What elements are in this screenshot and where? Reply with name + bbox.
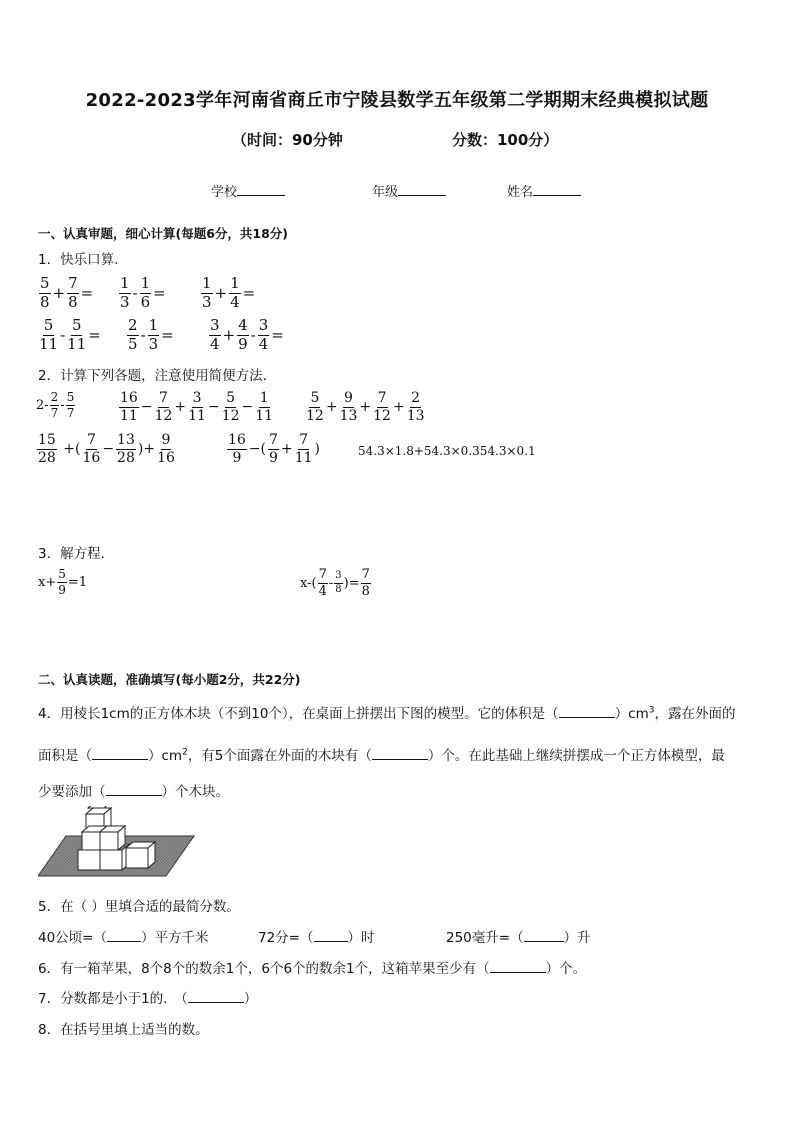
fraction: $\frac{7}{4}$ [318, 567, 327, 599]
q1-expr-4: $\frac{5}{11}$ - $\frac{5}{11}$ = [39, 316, 101, 353]
fraction: $\frac{5}{9}$ [58, 567, 66, 597]
fraction: $\frac{2}{5}$ [128, 316, 138, 353]
q1-label: 1．快乐口算. [38, 252, 119, 268]
school-blank[interactable] [237, 183, 285, 196]
fraction: $\frac{5}{11}$ [67, 316, 87, 353]
q6-blank[interactable] [490, 961, 546, 973]
q3-equation-1: x+ $\frac{5}{9}$ =1 [38, 567, 88, 597]
fraction: $\frac{1}{3}$ [148, 316, 159, 353]
school-label: 学校 [211, 185, 238, 200]
q4-blank-volume[interactable] [559, 706, 615, 718]
q2-expr-5: $\frac{16}{9}$ −( $\frac{7}{9}$ + $\frac{7}{11}$ ) [228, 432, 320, 466]
q5-item-3: 250毫升=（ ）升 [446, 930, 591, 946]
q8-text: 8．在括号里填上适当的数。 [38, 1022, 209, 1038]
q2-label: 2．计算下列各题，注意使用简便方法. [38, 368, 267, 384]
q5-item-2: 72分=（ ）时 [258, 930, 375, 946]
q2-expr-3: $\frac{5}{12}$ + $\frac{9}{13}$ + $\frac{7}{12}$ + $\frac{2}{13}$ [306, 390, 425, 424]
q4-line-1: 4．用棱长1cm的正方体木块（不到10个），在桌面上拼摆出下图的模型。它的体积是（ ）$cm^3$，露在外面的 [38, 705, 736, 722]
q1-expr-5: $\frac{2}{5}$ - $\frac{1}{3}$ = [128, 316, 174, 353]
school-field[interactable] [211, 181, 285, 200]
q5-label: 5．在（ ）里填合适的最简分数。 [38, 899, 240, 915]
q3-equation-2: x-( $\frac{7}{4}$ - $\frac{3}{8}$ )= $\frac{7}{8}$ [300, 567, 370, 599]
fraction: $\frac{5}{11}$ [39, 316, 59, 353]
q1-expr-1: $\frac{5}{8}$ + $\frac{7}{8}$ = [40, 274, 94, 311]
q1-expr-3: $\frac{1}{3}$ + $\frac{1}{4}$ = [202, 274, 256, 311]
cube-model-figure [38, 806, 198, 882]
fraction: $\frac{5}{8}$ [40, 274, 50, 311]
q2-expr-4: $\frac{15}{28}$ +( $\frac{7}{16}$ − $\frac{13}{28}$ )+ $\frac{9}{16}$ [38, 432, 175, 466]
section-2-heading: 二、认真读题，准确填写(每小题2分，共22分) [38, 672, 301, 687]
q4-blank-area[interactable] [92, 748, 148, 760]
fraction: $\frac{4}{9}$ [238, 316, 248, 353]
fraction: $\frac{3}{8}$ [335, 570, 342, 595]
fraction: $\frac{16}{9}$ [228, 432, 246, 466]
page-title: 2022-2023学年河南省商丘市宁陵县数学五年级第二学期期末经典模拟试题 [85, 90, 709, 111]
fraction: $\frac{1}{3}$ [202, 274, 212, 311]
fraction: $\frac{7}{8}$ [68, 274, 78, 311]
name-field[interactable] [507, 181, 581, 200]
fraction: $\frac{7}{8}$ [361, 567, 370, 599]
section-1-heading: 一、认真审题，细心计算(每题6分，共18分) [38, 226, 289, 241]
fraction: $\frac{7}{11}$ [294, 432, 313, 466]
fraction: $\frac{2}{13}$ [406, 390, 425, 424]
fraction: $\frac{3}{4}$ [258, 316, 269, 353]
name-blank[interactable] [533, 183, 581, 196]
fraction: $\frac{1}{6}$ [140, 274, 151, 311]
q5-item-1: 40公顷=（ ）平方千米 [38, 930, 209, 946]
q2-expr-2: $\frac{16}{11}$ − $\frac{7}{12}$ + $\frac{3}{11}$ − $\frac{5}{12}$ − $\frac{1}{11}$ [120, 390, 274, 424]
q5-blank-2[interactable] [314, 930, 348, 942]
fraction: $\frac{5}{12}$ [221, 390, 240, 424]
fraction: $\frac{7}{12}$ [154, 390, 173, 424]
q5-blank-3[interactable] [524, 930, 564, 942]
exam-score: 分数：100分） [452, 131, 559, 149]
fraction: $\frac{3}{11}$ [188, 390, 206, 424]
fraction: $\frac{15}{28}$ [38, 432, 56, 466]
q4-line-2: 面积是（ ）$cm^2$，有5个面露在外面的木块有（ ）个。在此基础上继续拼摆成一个正方体模型，最 [38, 747, 725, 764]
fraction: $\frac{9}{13}$ [339, 390, 358, 424]
fraction: $\frac{1}{3}$ [120, 274, 130, 311]
q2-expr-1: 2- $\frac{2}{7}$ - $\frac{5}{7}$ [36, 390, 75, 420]
grade-field[interactable] [372, 181, 446, 200]
name-label: 姓名 [507, 185, 534, 200]
q2-expr-6: 54.3×1.8+54.3×0.354.3×0.1 [358, 444, 536, 458]
grade-blank[interactable] [398, 183, 446, 196]
q1-expr-6: $\frac{3}{4}$ + $\frac{4}{9}$ - $\frac{3}{4}$ = [210, 316, 284, 353]
fraction: $\frac{7}{16}$ [82, 432, 101, 466]
fraction: $\frac{13}{28}$ [117, 432, 135, 466]
q3-label: 3．解方程. [38, 546, 105, 562]
q4-blank-add[interactable] [106, 784, 162, 796]
fraction: $\frac{5}{12}$ [306, 390, 324, 424]
fraction: $\frac{1}{11}$ [255, 390, 274, 424]
fraction: $\frac{1}{4}$ [230, 274, 240, 311]
q6-text: 6．有一箱苹果，8个8个的数余1个，6个6个的数余1个，这箱苹果至少有（ ）个。 [38, 961, 587, 977]
q4-line-3: 少要添加（ ）个木块。 [38, 784, 229, 800]
fraction: $\frac{9}{16}$ [157, 432, 175, 466]
exam-time: （时间：90分钟 [232, 131, 343, 149]
q5-blank-1[interactable] [107, 930, 141, 942]
q4-blank-five-faces[interactable] [372, 748, 428, 760]
grade-label: 年级 [372, 185, 399, 200]
q7-text: 7．分数都是小于1的. （ ） [38, 991, 258, 1007]
fraction: $\frac{3}{4}$ [210, 316, 220, 353]
fraction: $\frac{5}{7}$ [66, 390, 75, 420]
fraction: $\frac{7}{9}$ [269, 432, 278, 466]
fraction: $\frac{16}{11}$ [120, 390, 138, 424]
fraction: $\frac{2}{7}$ [50, 390, 59, 420]
q7-blank[interactable] [188, 991, 244, 1003]
fraction: $\frac{7}{12}$ [373, 390, 391, 424]
q1-expr-2: $\frac{1}{3}$ - $\frac{1}{6}$ = [120, 274, 166, 311]
